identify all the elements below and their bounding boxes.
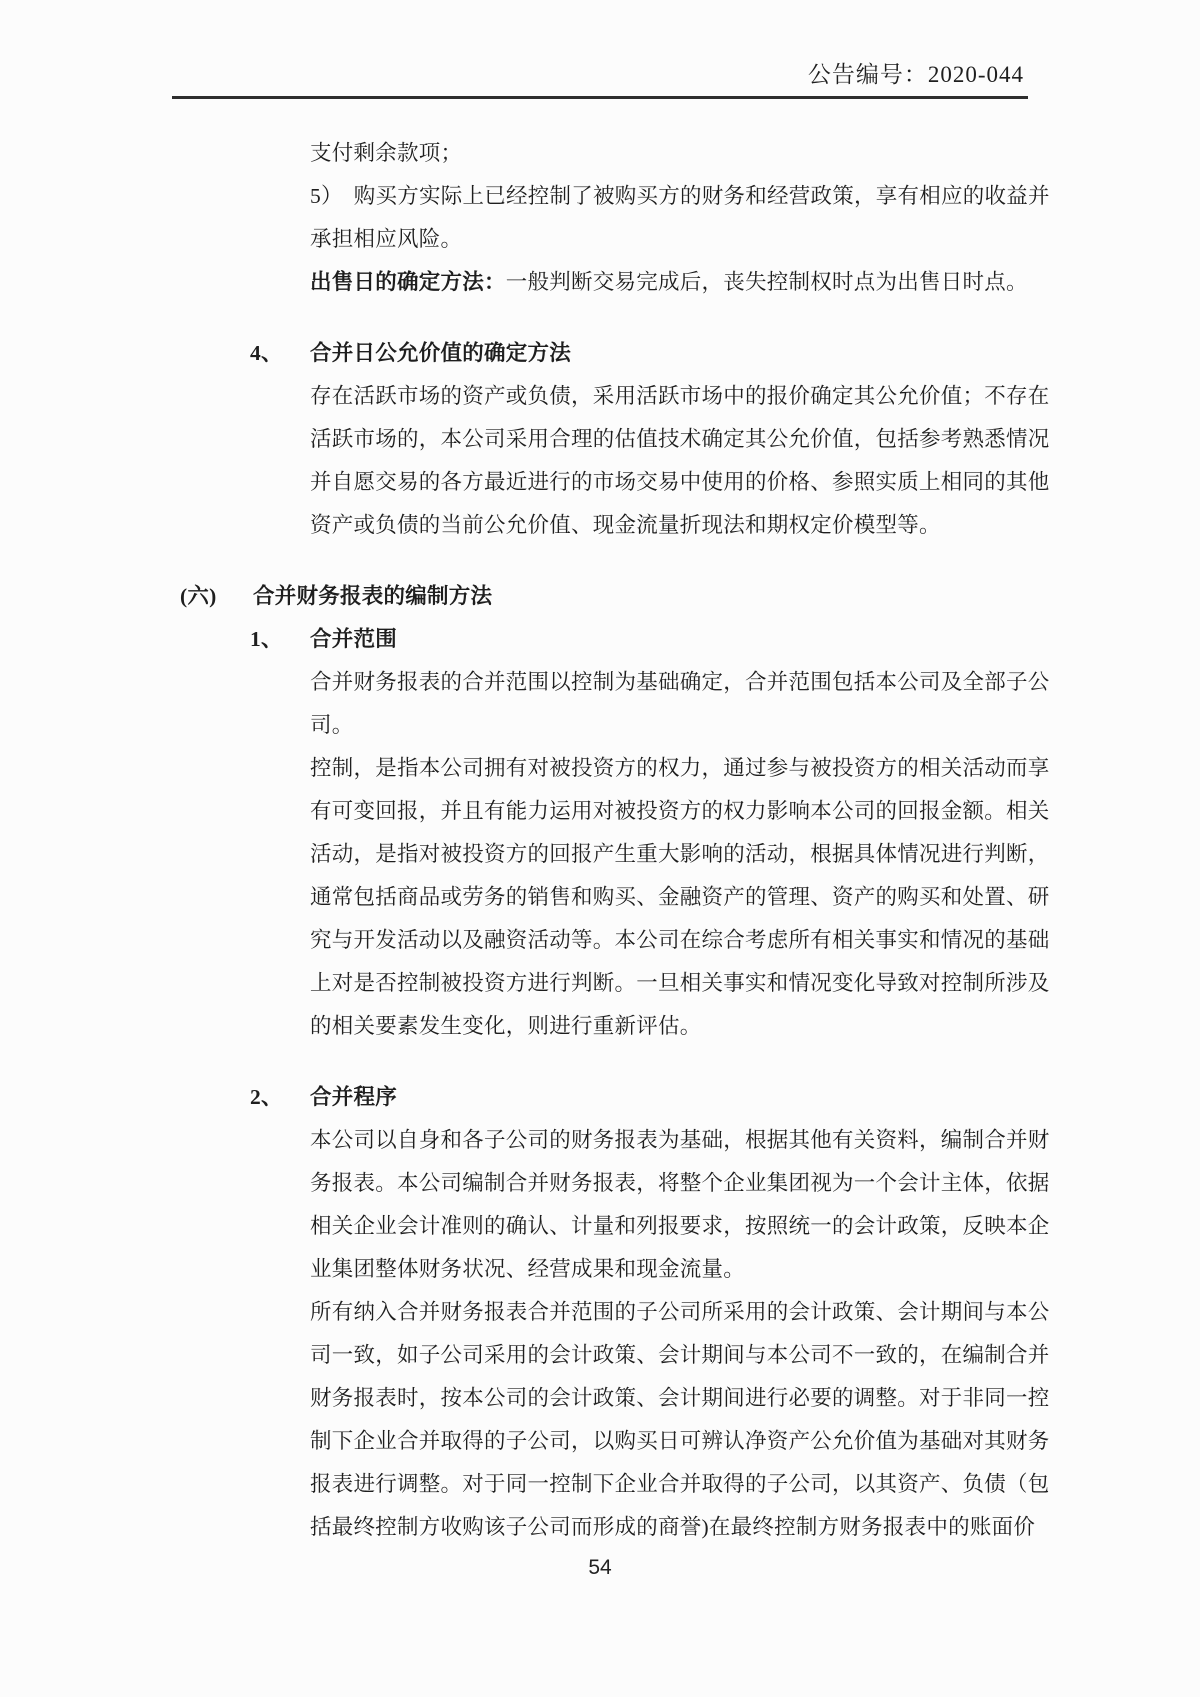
page-header	[0, 0, 1200, 99]
heading-consolidation-procedure	[250, 1076, 1028, 1119]
paragraph-item-5	[310, 175, 1050, 261]
heading-section-4-title: 合并日公允价值的确定方法	[310, 341, 572, 365]
paragraph-sale-date	[310, 261, 1030, 304]
sale-date-label: 出售日的确定方法：	[310, 270, 506, 294]
document-body	[180, 132, 1050, 1549]
text-line: 司。	[310, 713, 354, 737]
heading-section-4	[250, 332, 1028, 375]
text-line: 承担相应风险。	[310, 227, 463, 251]
text-line: 通常包括商品或劳务的销售和购买、金融资产的管理、资产的购买和处置、研	[310, 885, 1050, 909]
text-line: 支付剩余款项；	[310, 141, 463, 165]
heading-section-6-title: 合并财务报表的编制方法	[253, 584, 493, 608]
text-line: 并自愿交易的各方最近进行的市场交易中使用的价格、参照实质上相同的其他	[310, 470, 1050, 494]
text-line: 本公司以自身和各子公司的财务报表为基础，根据其他有关资料，编制合并财	[310, 1128, 1050, 1152]
text-line: 业集团整体财务状况、经营成果和现金流量。	[310, 1257, 746, 1281]
heading-consolidation-procedure-title: 合并程序	[310, 1085, 398, 1109]
paragraph-remaining-payment	[310, 132, 1030, 175]
text-line: 报表进行调整。对于同一控制下企业合并取得的子公司，以其资产、负债（包	[310, 1472, 1050, 1496]
text-line: 究与开发活动以及融资活动等。本公司在综合考虑所有相关事实和情况的基础	[310, 928, 1050, 952]
text-line: 活跃市场的，本公司采用合理的估值技术确定其公允价值，包括参考熟悉情况	[310, 427, 1050, 451]
text-line: 务报表。本公司编制合并财务报表，将整个企业集团视为一个会计主体，依据	[310, 1171, 1050, 1195]
heading-section-6-number: (六)	[180, 584, 217, 608]
text-line: 所有纳入合并财务报表合并范围的子公司所采用的会计政策、会计期间与本公	[310, 1300, 1050, 1324]
text-line: 上对是否控制被投资方进行判断。一旦相关事实和情况变化导致对控制所涉及	[310, 971, 1050, 995]
heading-consolidation-procedure-number: 2、	[250, 1085, 283, 1109]
text-line: 合并财务报表的合并范围以控制为基础确定，合并范围包括本公司及全部子公	[310, 670, 1050, 694]
text-line: 相关企业会计准则的确认、计量和列报要求，按照统一的会计政策，反映本企	[310, 1214, 1050, 1238]
sale-date-text: 一般判断交易完成后，丧失控制权时点为出售日时点。	[505, 270, 1028, 294]
text-line: 活动，是指对被投资方的回报产生重大影响的活动，根据具体情况进行判断，	[310, 842, 1050, 866]
header-rule	[172, 96, 1028, 99]
text-line: 财务报表时，按本公司的会计政策、会计期间进行必要的调整。对于非同一控	[310, 1386, 1050, 1410]
text-line: 的相关要素发生变化，则进行重新评估。	[310, 1014, 702, 1038]
text-line: 控制，是指本公司拥有对被投资方的权力，通过参与被投资方的相关活动而享	[310, 756, 1050, 780]
page-number: 54	[588, 1556, 612, 1579]
paragraph-scope-basis	[310, 661, 1050, 747]
text-line: 存在活跃市场的资产或负债，采用活跃市场中的报价确定其公允价值；不存在	[310, 384, 1050, 408]
text-line: 制下企业合并取得的子公司，以购买日可辨认净资产公允价值为基础对其财务	[310, 1429, 1050, 1453]
text-line	[310, 261, 1030, 304]
paragraph-fair-value	[310, 375, 1050, 547]
text-line: 括最终控制方收购该子公司而形成的商誉)在最终控制方财务报表中的账面价	[310, 1515, 1036, 1539]
heading-consolidation-scope-title: 合并范围	[310, 627, 398, 651]
text-line: 5） 购买方实际上已经控制了被购买方的财务和经营政策，享有相应的收益并	[310, 184, 1050, 208]
paragraph-control-definition	[310, 747, 1050, 1048]
paragraph-policy-alignment	[310, 1291, 1050, 1549]
announcement-number: 公告编号：2020-044	[807, 62, 1024, 87]
heading-section-4-number: 4、	[250, 341, 283, 365]
heading-section-6	[180, 575, 1028, 618]
paragraph-procedure-basis	[310, 1119, 1050, 1291]
heading-consolidation-scope-number: 1、	[250, 627, 283, 651]
text-line: 资产或负债的当前公允价值、现金流量折现法和期权定价模型等。	[310, 513, 941, 537]
text-line: 司一致，如子公司采用的会计政策、会计期间与本公司不一致的，在编制合并	[310, 1343, 1050, 1367]
heading-consolidation-scope	[250, 618, 1028, 661]
text-line: 有可变回报，并且有能力运用对被投资方的权力影响本公司的回报金额。相关	[310, 799, 1050, 823]
